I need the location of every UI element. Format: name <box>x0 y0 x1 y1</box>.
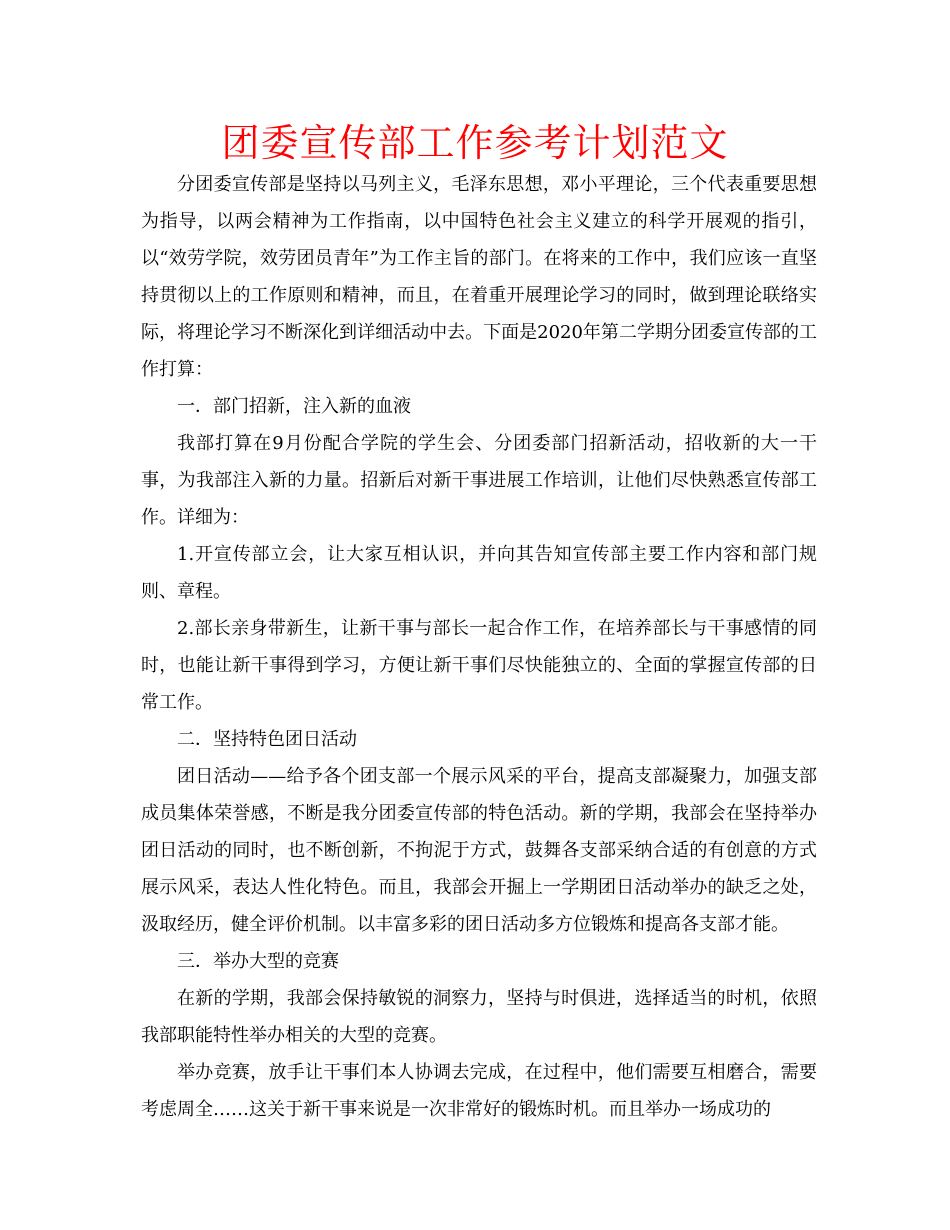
document-title: 团委宣传部工作参考计划范文 <box>221 121 729 165</box>
paragraph-competition: 在新的学期，我部会保持敏锐的洞察力，坚持与时俱进，选择适当的时机，依照我部职能特性举办相关的大型的竞赛。 <box>141 988 817 1046</box>
document-body <box>141 166 817 1128</box>
paragraph-competition-detail: 举办竞赛，放手让干事们本人协调去完成，在过程中，他们需要互相磨合，需要考虑周全……这关于新干事来说是一次非常好的锻炼时机。而且举办一场成功的 <box>141 1062 817 1120</box>
list-item-2: 2.部长亲身带新生，让新干事与部长一起合作工作，在培养部长与干事感情的同时，也能让新干事得到学习，方便让新干事们尽快能独立的、全面的掌握宣传部的日常工作。 <box>141 618 817 713</box>
section-heading-1: 一．部门招新，注入新的血液 <box>177 396 411 417</box>
paragraph-intro: 分团委宣传部是坚持以马列主义，毛泽东思想，邓小平理论，三个代表重要思想为指导，以两会精神为工作指南，以中国特色社会主义建立的科学开展观的指引，以“效劳学院，效劳团员青年”为工作主旨的部门。在将来的工作中，我们应该一直坚持贯彻以上的工作原则和精神，而且，在着重开展理论学习的同时，做到理论联络实际，将理论学习不断深化到详细活动中去。下面是2020年第二学期分团委宣传部的工作打算： <box>141 174 817 380</box>
section-heading-3: 三．举办大型的竞赛 <box>177 951 339 972</box>
section-heading-2: 二．坚持特色团日活动 <box>177 729 357 750</box>
list-item-1: 1.开宣传部立会，让大家互相认识，并向其告知宣传部主要工作内容和部门规则、章程。 <box>141 544 817 602</box>
paragraph-league-day: 团日活动——给予各个团支部一个展示风采的平台，提高支部凝聚力，加强支部成员集体荣誉感，不断是我分团委宣传部的特色活动。新的学期，我部会在坚持举办团日活动的同时，也不断创新，不拘泥于方式，鼓舞各支部采纳合适的有创意的方式展示风采，表达人性化特色。而且，我部会开掘上一学期团日活动举办的缺乏之处，汲取经历，健全评价机制。以丰富多彩的团日活动多方位锻炼和提高各支部才能。 <box>141 766 817 935</box>
paragraph-recruit: 我部打算在9月份配合学院的学生会、分团委部门招新活动，招收新的大一干事，为我部注入新的力量。招新后对新干事进展工作培训，让他们尽快熟悉宣传部工作。详细为： <box>141 433 817 528</box>
